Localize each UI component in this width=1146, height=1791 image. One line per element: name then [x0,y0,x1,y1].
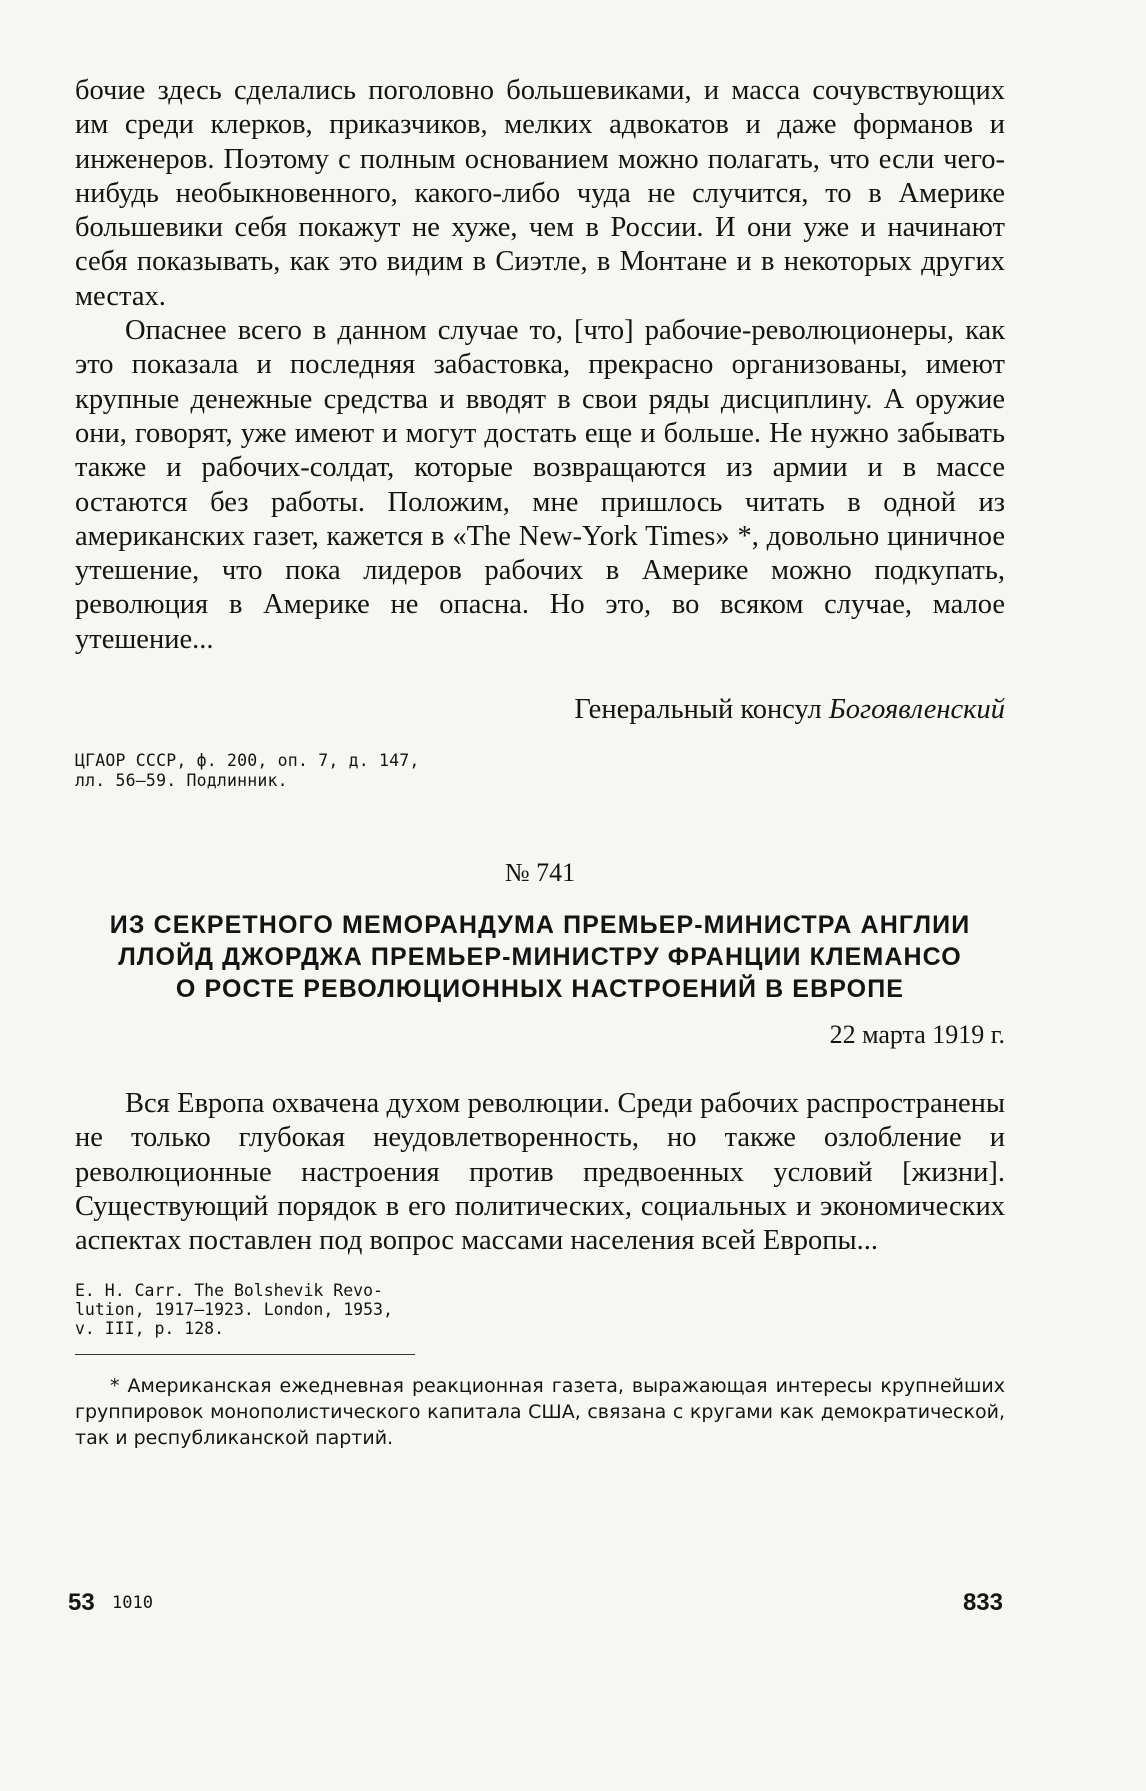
continuation-paragraph-2: Опаснее всего в данном случае то, [что] рабочие-революционеры, как это показала и последняя забастовка, прекрасно организованы, имеют крупные денежные средства и вводят в свои ряды дисциплину. А оружие они, говорят, уже имеют и могут достать еще и больше. Не нужно забывать также и рабочих-солдат, которые возвращаются из армии и в массе остаются без работы. Положим, мне пришлось читать в одной из американских газет, кажется в «The New-York Times» *, довольно циничное утешение, что пока лидеров рабочих в Америке можно подкупать, революция в Америке не опасна. Но это, во всяком случае, малое утешение... [75,315,1005,655]
document-number: № 741 [504,858,576,888]
page-number: 833 [962,1589,1003,1616]
signature [75,693,1005,727]
footnote: * Американская ежедневная реакционная газета, выражающая интересы крупнейших группировок монополистического капитала США, связана с кругами как демократической, так и республиканской партий. [75,1374,1005,1449]
heading-line: ИЗ СЕКРЕТНОГО МЕМОРАНДУМА ПРЕМЬЕР-МИНИСТРА АНГЛИИ [109,911,971,940]
document-date: 22 марта 1919 г. [829,1020,1005,1050]
document-body: Вся Европа охвачена духом революции. Среди рабочих распространены не только глубокая неудовлетворенность, но также озлобление и революционные настроения против предвоенных условий [жизни]. Существующий порядок в его политических, социальных и экономических аспектах поставлен под вопрос массами населения всей Европы... [75,1088,1005,1257]
signature-mark: 53 [68,1589,95,1616]
heading-line: ЛЛОЙД ДЖОРДЖА ПРЕМЬЕР-МИНИСТРУ ФРАНЦИИ КЛЕМАНСО [118,943,962,972]
heading-line: О РОСТЕ РЕВОЛЮЦИОННЫХ НАСТРОЕНИЙ В ЕВРОПЕ [175,975,905,1004]
signature-number: 1010 [112,1593,153,1613]
document-heading [75,909,1005,1005]
signature-name: Богоявленский [828,694,1005,726]
page-footer [68,1589,1003,1625]
page-content [75,74,1005,1451]
footnote-divider [75,1354,415,1355]
signature-title: Генеральный консул [574,694,822,726]
continuation-paragraph-1: бочие здесь сделались поголовно большевиками, и масса сочувствующих им среди клерков, приказчиков, мелких адвокатов и даже форманов и инженеров. Поэтому с полным основанием можно полагать, что если чего-нибудь необыкновенного, какого-либо чуда не случится, то в Америке большевики себя покажут не хуже, чем в России. И они уже и начинают себя показывать, как это видим в Сиэтле, в Монтане и в некоторых других местах. [75,75,1005,312]
document-source: E. H. Carr. The Bolshevik Revo- lution, 1917—1923. London, 1953, v. III, p. 128. [75,1280,393,1338]
archive-source: ЦГАОР СССР, ф. 200, оп. 7, д. 147, лл. 56—59. Подлинник. [75,751,420,791]
